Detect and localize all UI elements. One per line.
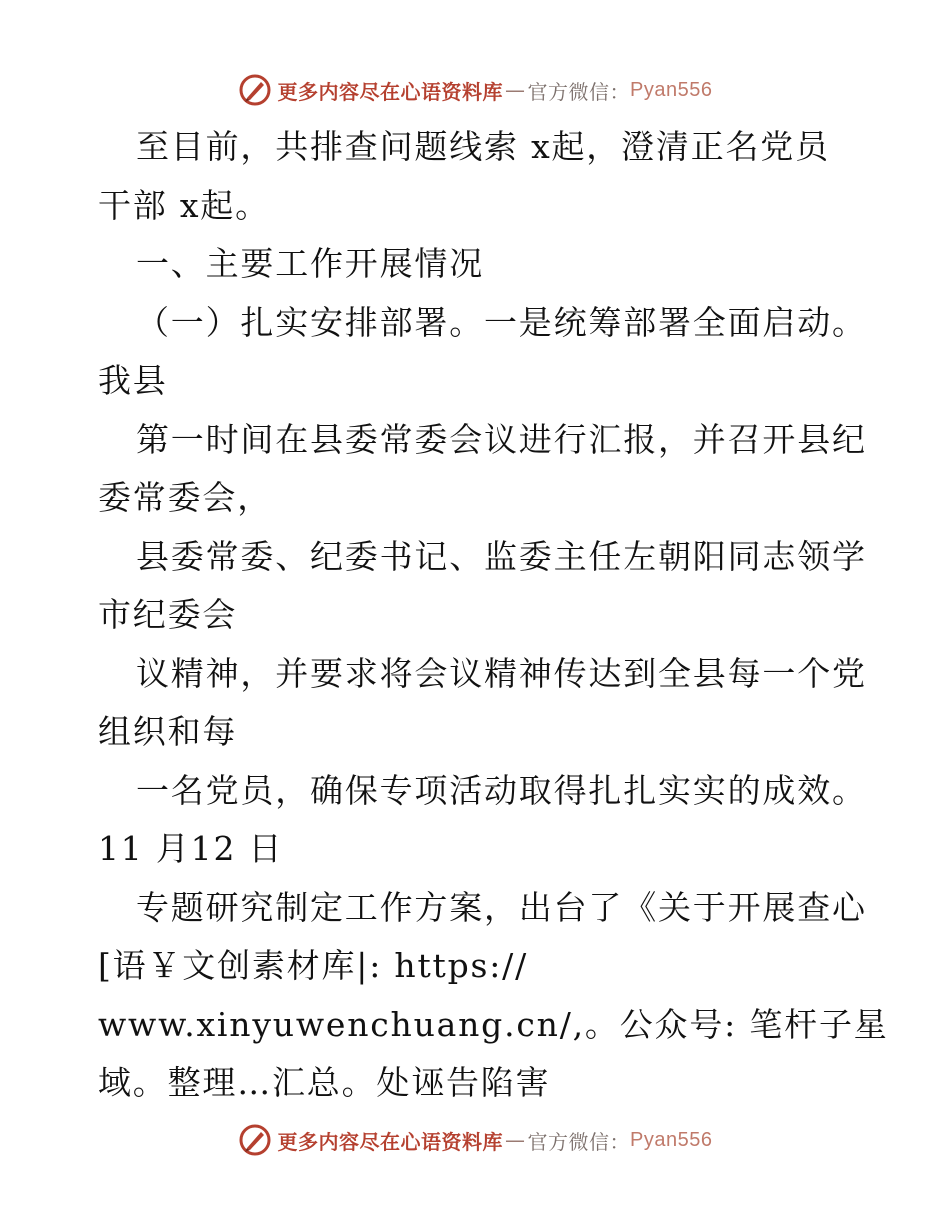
- text-line: 议精神，并要求将会议精神传达到全县每一个党: [136, 653, 867, 693]
- text-line: 干部 x起。: [98, 185, 270, 225]
- text-line: 我县: [98, 361, 168, 400]
- text-line: 一、主要工作开展情况: [136, 244, 484, 283]
- banner-wechat-id: Pyan556: [630, 1128, 713, 1151]
- header-watermark-banner: [0, 70, 950, 110]
- banner-dash: —: [505, 78, 526, 102]
- document-body: [98, 118, 889, 1113]
- text-line: （一）扎实安排部署。一是统筹部署全面启动。: [136, 302, 867, 342]
- text-line: 第一时间在县委常委会议进行汇报，并召开县纪: [136, 419, 867, 459]
- banner-middle: 官方微信：: [527, 79, 631, 104]
- text-line: 11 月12 日: [98, 829, 284, 868]
- text-line: 组织和每: [98, 712, 238, 751]
- text-line: 委常委会，: [98, 478, 272, 517]
- banner-wechat-id: Pyan556: [630, 78, 713, 101]
- text-line: 一名党员，确保专项活动取得扎扎实实的成效。: [136, 770, 867, 810]
- banner-prefix: 更多内容尽在心语资料库: [277, 79, 504, 104]
- banner-dash: —: [505, 1128, 526, 1152]
- text-line: www.xinyuwenchuang.cn/,。公众号: 笔杆子星: [98, 1004, 889, 1044]
- text-line: [语￥文创素材库|: https://: [98, 946, 528, 985]
- footer-watermark-banner: [0, 1120, 950, 1160]
- pen-logo-icon: [238, 73, 272, 107]
- banner-prefix: 更多内容尽在心语资料库: [277, 1129, 504, 1154]
- text-line: 专题研究制定工作方案，出台了《关于开展查心: [136, 887, 867, 927]
- text-line: 至目前，共排查问题线索 x起，澄清正名党员: [136, 127, 830, 166]
- text-line: 市纪委会: [98, 595, 238, 634]
- pen-logo-icon: [238, 1123, 272, 1157]
- banner-middle: 官方微信：: [527, 1129, 631, 1154]
- text-line: 域。整理…汇总。处诬告陷害: [98, 1063, 551, 1102]
- text-line: 县委常委、纪委书记、监委主任左朝阳同志领学: [136, 536, 867, 576]
